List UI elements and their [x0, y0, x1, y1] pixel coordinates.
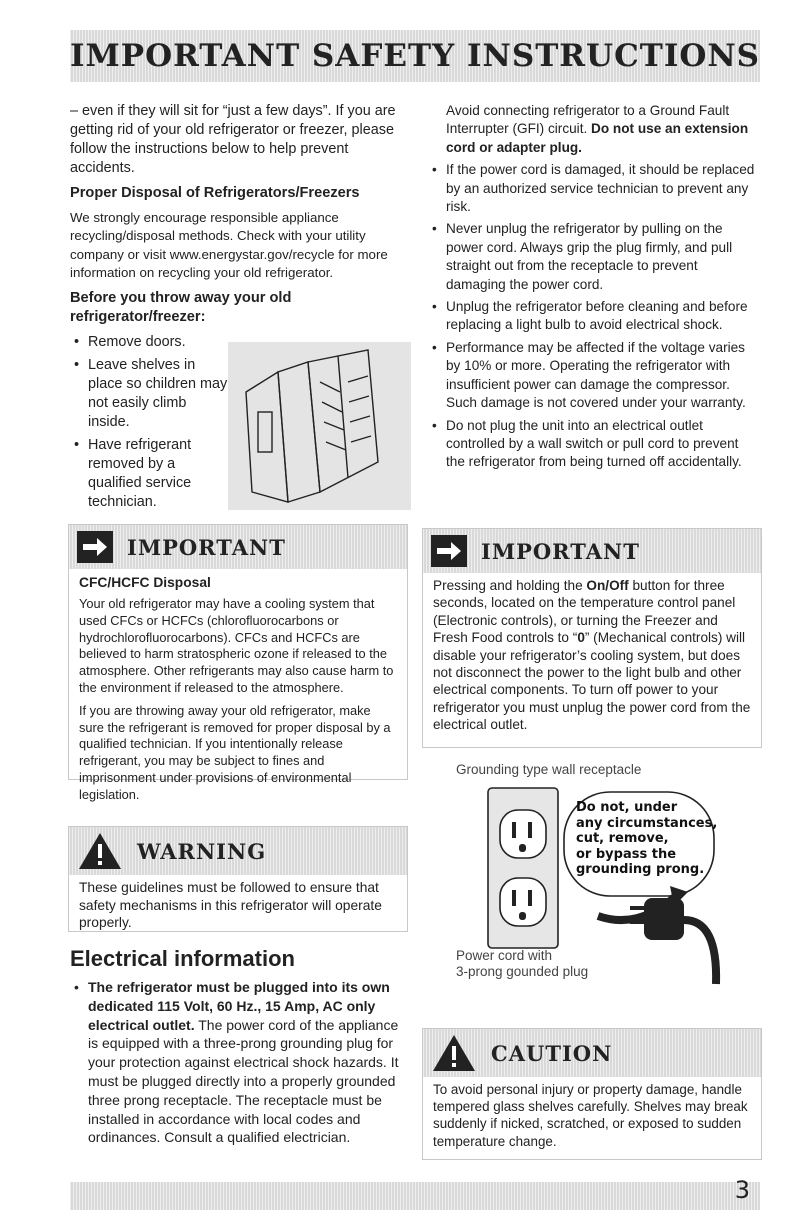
list-item: • Leave shelves in place so children may not easily climb inside. — [70, 356, 230, 432]
page-title: IMPORTANT SAFETY INSTRUCTIONS — [69, 38, 761, 74]
figure-caption-top: Grounding type wall receptacle — [456, 762, 642, 777]
page-number: 3 — [734, 1176, 750, 1204]
warning-text: These guidelines must be followed to ensure that safety mechanisms in this refrigerator will operate properly. — [79, 880, 382, 930]
callout-line: cut, remove, — [576, 831, 669, 846]
power-important-box — [422, 528, 762, 748]
important-header — [69, 525, 407, 569]
power-important-text — [433, 577, 751, 734]
list-item: • Remove doors. — [70, 333, 230, 352]
list-item: • If the power cord is damaged, it should be replaced by an authorized service technician to prevent any risk. — [428, 161, 760, 216]
list-item: • Performance may be affected if the voltage varies by 10% or more. Operating the refrigerator with insufficient power can damage the compressor. Such damage is not covered under your warranty. — [428, 339, 760, 413]
callout-line: Do not, under — [576, 800, 678, 815]
callout-text — [576, 800, 717, 878]
important-title: IMPORTANT — [127, 534, 286, 560]
disposal-paragraph: We strongly encourage responsible appliance recycling/disposal methods. Check with your utility company or visit www.energystar.gov/recycle for more information on recycling your old refrigerator. — [70, 210, 388, 281]
list-item: • Do not plug the unit into an electrical outlet controlled by a wall switch or pull cord to prevent the refrigerator from being turned off accidentally. — [428, 417, 760, 472]
gfi-text: Avoid connecting refrigerator to a Ground Fault Interrupter (GFI) circuit. — [446, 103, 730, 137]
callout-line: or bypass the — [576, 846, 677, 862]
caution-header — [423, 1029, 761, 1077]
zero-label: 0 — [577, 630, 585, 646]
gfi-paragraph — [428, 102, 760, 157]
throw-away-list — [70, 333, 230, 512]
intro-paragraph: – even if they will sit for “just a few days”. If you are getting rid of your old refrigerator or freezer, please follow the instructions below to help prevent accidents. — [70, 103, 396, 176]
gfi-bold-text: Do not use an extension cord or adapter plug. — [446, 121, 749, 155]
electrical-section — [70, 946, 410, 1151]
refrigerator-illustration — [228, 342, 411, 510]
important-text-part: ” (Mechanical controls) will disable your refrigerator’s cooling system, but does not disconnect the power to the light bulb and other electrical components. To turn off power to your refrigerator you must unplug the power cord from the electrical outlet. — [433, 630, 751, 733]
list-item: • Never unplug the refrigerator by pulling on the power cord. Always grip the plug firmly, and pull straight out from the receptacle to prevent damaging the power cord. — [428, 220, 760, 294]
caution-title: CAUTION — [491, 1040, 613, 1066]
list-item — [70, 978, 410, 1147]
warning-title: WARNING — [137, 838, 267, 864]
warning-box — [68, 826, 408, 932]
electrical-text: The power cord of the appliance is equipped with a three-prong grounding plug for your protection against electrical shock hazards. It must be plugged directly into a properly grounded three prong receptacle. The receptacle must be installed in accordance with local codes and ordinances. Consult a qualified electrician. — [88, 1016, 399, 1146]
refrigerator-icon — [228, 342, 411, 510]
callout-line: any circumstances, — [576, 815, 718, 831]
caution-icon — [431, 1033, 477, 1073]
warning-header — [69, 827, 407, 875]
important-header — [423, 529, 761, 573]
arrow-right-icon — [431, 535, 467, 567]
cfc-subheading: CFC/HCFC Disposal — [79, 575, 211, 590]
disposal-heading: Proper Disposal of Refrigerators/Freezers — [70, 185, 360, 201]
cfc-paragraph-1: Your old refrigerator may have a cooling system that used CFCs or HCFCs (chlorofluorocarbons or hydrochlorofluorocarbons). CFCs and HCFCs are believed to harm stratospheric ozone if released to the atmosphere. Other refrigerants may also cause harm to the environment if released to the atmosphere. — [79, 596, 394, 695]
cfc-important-box — [68, 524, 408, 802]
warning-icon — [77, 831, 123, 871]
power-list — [428, 161, 760, 472]
electrical-heading: Electrical information — [70, 946, 295, 971]
electrical-list — [70, 978, 410, 1147]
page-banner — [70, 30, 760, 82]
important-text-part: Pressing and holding the — [433, 578, 587, 593]
cfc-paragraph-2: If you are throwing away your old refrigerator, make sure the refrigerant is removed for proper disposal by a qualified technician. If you intentionally release refrigerant, you may be subject to fines and imprisonment under provisions of environmental legislation. — [79, 702, 391, 802]
footer-strip — [70, 1182, 760, 1210]
important-text-part: button for three seconds, located on the temperature control panel (Electronic controls), or turning the Freezer and Fresh Food controls to “ — [433, 578, 736, 646]
caution-text: To avoid personal injury or property damage, handle tempered glass shelves carefully. Shelves may break suddenly if nicked, scratched, or exposed to sudden temperature change. — [433, 1082, 748, 1149]
caution-box — [422, 1028, 762, 1160]
right-column — [428, 102, 760, 476]
list-item: • Have refrigerant removed by a qualified service technician. — [70, 436, 230, 512]
outlet-figure — [448, 760, 758, 990]
callout-line: grounding prong. — [576, 862, 705, 877]
electrical-bold-text: The refrigerator must be plugged into its own dedicated 115 Volt, 60 Hz., 15 Amp, AC only electrical outlet. — [88, 979, 390, 1033]
list-item: • Unplug the refrigerator before cleaning and before replacing a light bulb to avoid electrical shock. — [428, 298, 760, 335]
figure-caption-bottom — [456, 948, 588, 980]
caption-line: 3-prong gounded plug — [456, 964, 589, 979]
on-off-label: On/Off — [586, 578, 629, 593]
plug-icon — [630, 898, 716, 984]
important-title: IMPORTANT — [481, 538, 640, 564]
caption-line: Power cord with — [456, 948, 553, 963]
arrow-right-icon — [77, 531, 113, 563]
throw-away-heading: Before you throw away your old refrigerator/freezer: — [70, 289, 292, 325]
